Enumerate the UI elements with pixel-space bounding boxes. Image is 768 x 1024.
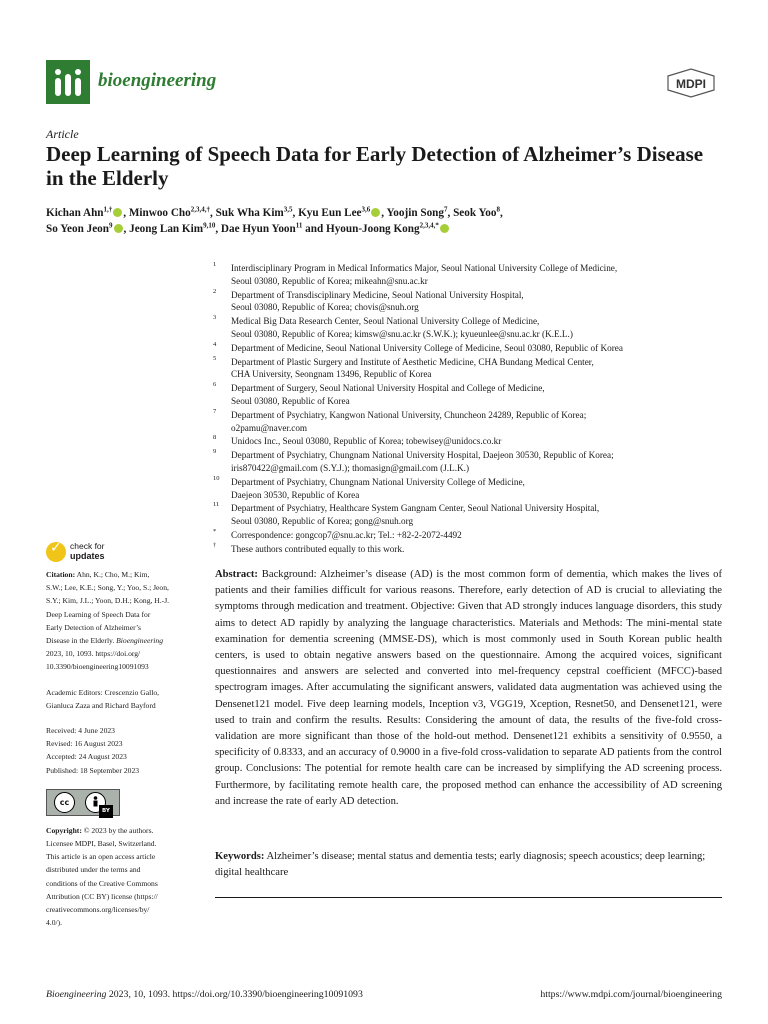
affiliation-item: [213, 356, 723, 382]
affiliation-item: [213, 543, 723, 556]
sidebar: [46, 568, 198, 941]
updates-label-line2: updates: [70, 551, 105, 561]
affiliation-line: Seoul 03080, Republic of Korea; chovis@snuh.org: [231, 302, 419, 313]
article-type: Article: [46, 127, 79, 141]
affiliation-line: iris870422@gmail.com (S.Y.J.); thomasign@gmail.com (J.L.K.): [231, 462, 469, 473]
affiliation-number: 3: [213, 314, 217, 322]
affiliation-number: 1: [213, 261, 217, 268]
citation-doi-link[interactable]: https://doi.org/: [95, 649, 141, 659]
affiliation-number: †: [213, 541, 217, 549]
keywords-label: Keywords:: [215, 851, 265, 862]
affiliation-line: Department of Psychiatry, Chungnam National University College of Medicine,: [231, 476, 525, 487]
affiliation-number: 7: [213, 407, 217, 415]
affiliation-line: Seoul 03080, Republic of Korea; mikeahn@snu.ac.kr: [231, 275, 428, 286]
journal-logo-icon: [46, 60, 90, 104]
affiliation-number: 6: [213, 381, 217, 389]
footer-journal: Bioengineering: [46, 989, 107, 1000]
affiliation-number: 4: [213, 340, 217, 348]
mdpi-logo-icon: [664, 68, 718, 103]
journal-name: bioengineering: [98, 70, 217, 91]
copyright-block: Copyright: © 2023 by the authors. Licensee MDPI, Basel, Switzerland. This article is an open access article distributed under the terms and conditions of the Creative Commons Attribution (CC BY) license (https:// creativecommons.org/licenses/by/ 4.0/).: [46, 825, 158, 928]
author-name: Seok Yoo$^8$: [453, 205, 500, 219]
affiliation-line: Department of Psychiatry, Kangwon National University, Chuncheon 24289, Republic of Korea;: [231, 409, 587, 420]
affiliation-line: Seoul 03080, Republic of Korea: [231, 395, 350, 406]
publisher-name: MDPI: [676, 77, 706, 91]
citation-journal: Bioengineering: [116, 636, 163, 646]
author-name: Kichan Ahn$^{1,\dagger}$: [46, 207, 123, 219]
by-label: BY: [99, 805, 113, 818]
affiliation-number: 10: [213, 474, 220, 482]
author-name: Hyoun-Joong Kong$^{2,3,4,*}$: [326, 223, 450, 235]
affiliation-item: [213, 262, 723, 288]
citation-doi-value[interactable]: 10.3390/bioengineering10091093: [46, 662, 149, 672]
affiliation-line: Department of Surgery, Seoul National University Hospital and College of Medicine,: [231, 383, 545, 394]
orcid-icon[interactable]: [113, 208, 122, 217]
affiliation-item: [213, 315, 723, 341]
affiliation-item: [213, 449, 723, 475]
affiliation-item: [213, 529, 723, 542]
footer-journal-url[interactable]: https://www.mdpi.com/journal/bioengineering: [540, 989, 722, 1000]
affiliation-item: [213, 476, 723, 502]
citation-label: Citation:: [46, 570, 76, 579]
cc-by-license-badge[interactable]: [46, 789, 120, 816]
affiliation-item: [213, 502, 723, 528]
author-name: Jeong Lan Kim$^{9,10}$: [129, 221, 216, 235]
author-name: So Yeon Jeon$^9$: [46, 223, 124, 235]
paper-title: Deep Learning of Speech Data for Early Detection of Alzheimer’s Disease in the Elderly: [46, 142, 704, 190]
author-name: Minwoo Cho$^{2,3,4,\dagger}$: [128, 205, 210, 219]
author-name: Kyu Eun Lee$^{3,6}$: [298, 207, 381, 219]
author-name: Yoojin Song$^7$: [386, 205, 448, 219]
affiliations-list: [213, 262, 723, 557]
affiliation-number: *: [213, 527, 217, 535]
affiliation-number: 9: [213, 448, 217, 456]
author-list: Kichan Ahn$^{1,\dagger}$ , Minwoo Cho$^{2,3,4,\dagger}$, Suk Wha Kim$^{3,5}$, Kyu Eun Lee$^{3,6}$ , Yoojin Song$^7$, Seok Yoo$^8$, So Yeon Jeon$^9$ , Jeong Lan Kim$^{9,10}$, Dae Hyun Yoon$^{11}$ and Hyoun-Joong Kong$^{2,3,4,*}$: [46, 205, 503, 235]
footer-doi[interactable]: 2023, 10, 1093. https://doi.org/10.3390/bioengineering10091093: [108, 989, 363, 1000]
keywords-text: Alzheimer’s disease; mental status and dementia tests; early diagnosis; speech acoustics; deep learning; digital healthcare: [215, 851, 706, 878]
dates-block: Received: 4 June 2023 Revised: 16 August 2023 Accepted: 24 August 2023 Published: 18 September 2023: [46, 726, 140, 775]
footer-citation: [46, 989, 363, 1000]
affiliation-line: Department of Plastic Surgery and Institute of Aesthetic Medicine, CHA Bundang Medical Center,: [231, 356, 594, 367]
section-divider: [215, 897, 722, 898]
orcid-icon[interactable]: [114, 224, 123, 233]
abstract-text: Background: Alzheimer’s disease (AD) is the most common form of dementia, which makes the lives of patients and their families difficult for various reasons. Therefore, early detection of AD is crucial to alleviating the symptoms through medication and treatment. Objective: Given that AD strongly induces language disorders, this study aims to detect AD rapidly by analyzing the language characteristics. Materials and Methods: The mini-mental state examination for dementia screening (MMSE-DS), which is most commonly used in South Korean public health centers, is used to obtain negative answers based on the questionnaire. Among the acquired voices, significant questionnaires and answers are selected and converted into mel-frequency cepstral coefficient (MFCC)-based spectrogram images. After accumulating the significant answers, validated data augmentation was achieved using the Densenet121 model. Five deep learning models, Inception v3, VGG19, Xception, Resnet50, and Densenet121, were used to train and confirm the results. Results: Considering the amount of data, the results of the five-fold cross-validation are more significant than those of the hold-out method. Densenet121 exhibits a sensitivity of 0.9550, a specificity of 0.8333, and an accuracy of 0.9000 in a five-fold cross-validation to separate AD patients from the control group. Conclusions: The potential for remote health care can be increased by simplifying the AD screening process. Furthermore, by facilitating remote health care, the proposed method can enhance the accessibility of AD screening and increase the rate of early AD detection.: [215, 569, 722, 807]
affiliation-number: 2: [213, 287, 217, 295]
abstract: [215, 567, 722, 810]
affiliation-line: o2pamu@naver.com: [231, 422, 308, 433]
keywords: [215, 849, 722, 881]
updates-label-line1: check for: [70, 541, 105, 551]
orcid-icon[interactable]: [440, 224, 449, 233]
affiliation-line: CHA University, Seongnam 13496, Republic of Korea: [231, 369, 432, 380]
affiliation-number: 5: [213, 354, 217, 362]
affiliation-line: Department of Medicine, Seoul National University College of Medicine, Seoul 03080, Republic of Korea: [231, 342, 623, 353]
affiliation-line: Seoul 03080, Republic of Korea; gong@snuh.org: [231, 516, 414, 527]
abstract-label: Abstract:: [215, 569, 258, 580]
affiliation-item: [213, 409, 723, 435]
affiliation-line: Department of Psychiatry, Healthcare System Gangnam Center, Seoul National University Hospital,: [231, 503, 600, 514]
cc-icon: cc: [54, 792, 75, 813]
affiliation-number: 8: [213, 434, 217, 442]
editors-block: Academic Editors: Crescenzio Gallo, Gianluca Zaza and Richard Bayford: [46, 687, 160, 710]
affiliation-line: Medical Big Data Research Center, Seoul National University College of Medicine,: [231, 316, 540, 327]
license-link[interactable]: creativecommons.org/licenses/by/: [46, 905, 150, 915]
affiliation-line: Seoul 03080, Republic of Korea; kimsw@snu.ac.kr (S.W.K.); kyueunlee@snu.ac.kr (K.E.L.): [231, 328, 573, 339]
affiliation-line: These authors contributed equally to this work.: [231, 543, 405, 554]
affiliation-line: Unidocs Inc., Seoul 03080, Republic of Korea; tobewisey@unidocs.co.kr: [231, 436, 502, 447]
citation-block: Citation: Ahn, K.; Cho, M.; Kim, S.W.; Lee, K.E.; Song, Y.; Yoo, S.; Jeon, S.Y.; Kim, J.L.; Yoon, D.H.; Kong, H.-J. Deep Learning of Speech Data for Early Detection of Alzheimer’s Disease in the Elderly. Bioengineering 2023, 10, 1093. https://doi.org/ 10.3390/bioengineering10091093: [46, 570, 170, 672]
author-name: Suk Wha Kim$^{3,5}$: [215, 205, 293, 219]
affiliation-item: [213, 382, 723, 408]
author-name: Dae Hyun Yoon$^{11}$: [220, 221, 303, 235]
affiliation-line: Correspondence: gongcop7@snu.ac.kr; Tel.: +82-2-2072-4492: [231, 529, 462, 540]
affiliation-line: Daejeon 30530, Republic of Korea: [231, 489, 360, 500]
affiliation-line: Department of Psychiatry, Chungnam National University Hospital, Daejeon 30530, Republic of Korea;: [231, 450, 614, 461]
affiliation-line: Department of Transdisciplinary Medicine, Seoul National University Hospital,: [231, 289, 524, 300]
orcid-icon[interactable]: [371, 208, 380, 217]
affiliation-item: [213, 342, 723, 355]
affiliation-line: Interdisciplinary Program in Medical Informatics Major, Seoul National University College of Medicine,: [231, 263, 618, 273]
affiliation-item: [213, 435, 723, 448]
affiliation-number: 11: [213, 501, 220, 509]
affiliation-item: [213, 289, 723, 315]
